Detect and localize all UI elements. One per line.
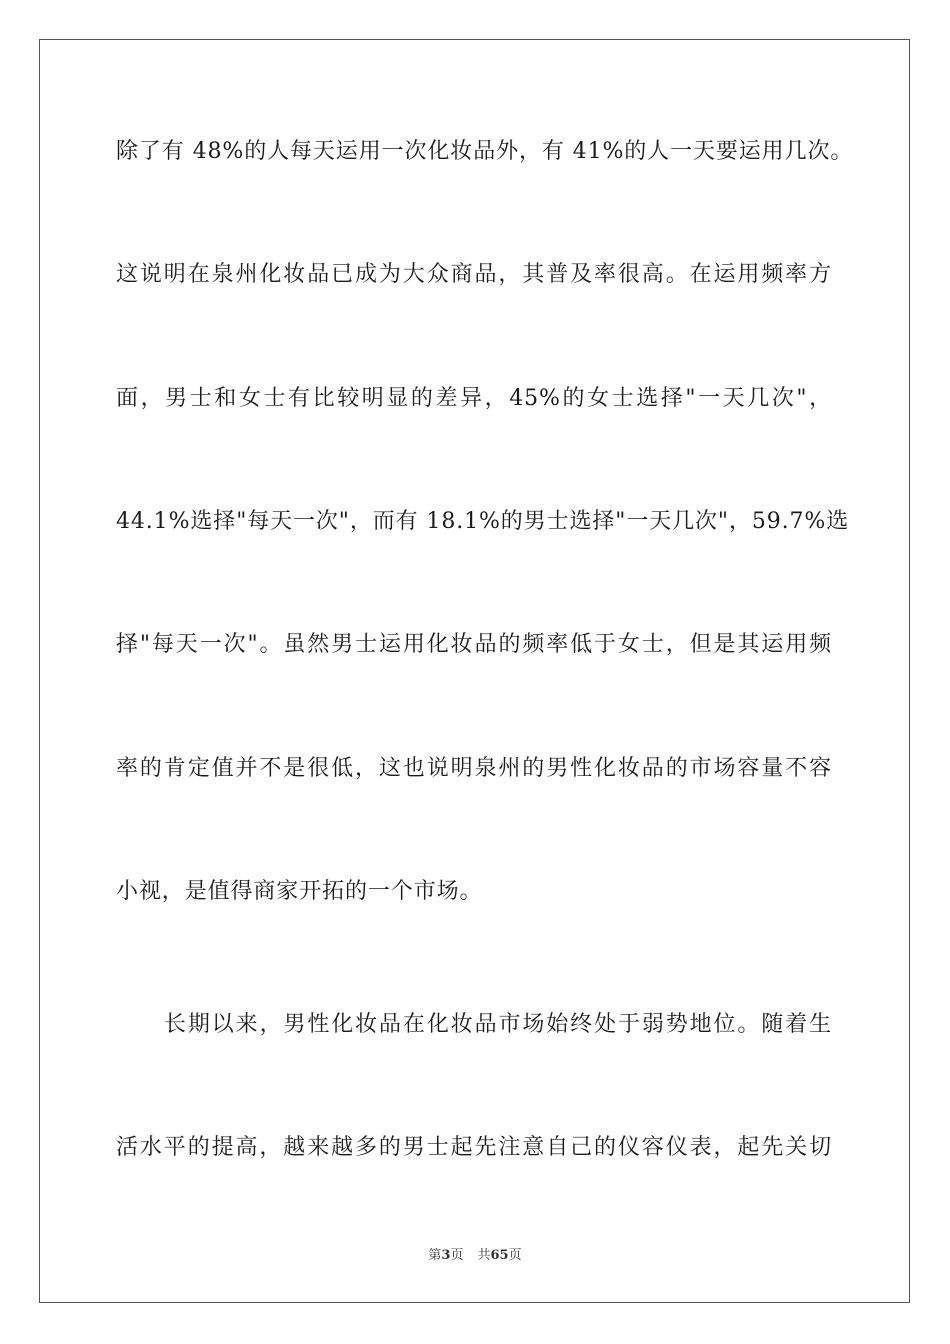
text-line: 活水平的提高，越来越多的男士起先注意自己的仪容仪表，起先关切 bbox=[116, 1135, 832, 1160]
text-line: 率的肯定值并不是很低，这也说明泉州的男性化妆品的市场容量不容 bbox=[116, 756, 832, 781]
total-pages: 65 bbox=[490, 1248, 509, 1263]
text-line: 这说明在泉州化妆品已成为大众商品，其普及率很高。在运用频率方 bbox=[116, 262, 832, 287]
page-prefix: 第 bbox=[428, 1248, 442, 1263]
text-line: 小视，是值得商家开拓的一个市场。 bbox=[116, 879, 483, 904]
page-border bbox=[39, 39, 910, 1303]
text-line: 择"每天一次"。虽然男士运用化妆品的频率低于女士，但是其运用频 bbox=[116, 632, 832, 657]
total-suffix: 页 bbox=[508, 1248, 522, 1263]
text-line: 长期以来，男性化妆品在化妆品市场始终处于弱势地位。随着生 bbox=[164, 1012, 832, 1037]
page-suffix: 页 bbox=[450, 1248, 464, 1263]
page-footer bbox=[0, 1247, 950, 1265]
page-number: 3 bbox=[441, 1248, 451, 1263]
total-prefix: 共 bbox=[477, 1248, 491, 1263]
text-line: 44.1%选择"每天一次"，而有 18.1%的男士选择"一天几次"，59.7%选 bbox=[116, 509, 850, 534]
text-line: 除了有 48%的人每天运用一次化妆品外，有 41%的人一天要运用几次。 bbox=[116, 139, 854, 164]
text-line: 面，男士和女士有比较明显的差异，45%的女士选择"一天几次"， bbox=[116, 386, 832, 411]
